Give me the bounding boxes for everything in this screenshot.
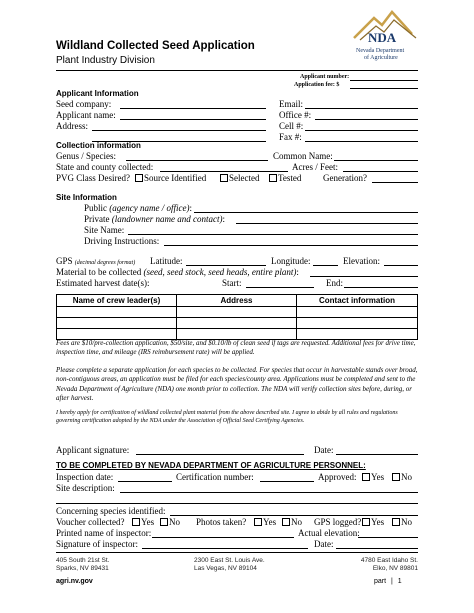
applicant-date-label: Date: xyxy=(314,445,334,455)
office-vegas-street: 2300 East St. Louis Ave. xyxy=(194,557,265,564)
applicant-info-heading: Applicant Information xyxy=(56,89,139,98)
inspector-signature-field[interactable] xyxy=(142,548,308,549)
table-row xyxy=(57,307,418,318)
start-field[interactable] xyxy=(246,287,314,288)
office-phone-label: Office #: xyxy=(279,110,312,120)
approved-no-checkbox[interactable] xyxy=(392,473,400,481)
table-row xyxy=(57,318,418,329)
footer-office-las-vegas xyxy=(194,557,265,572)
instructions-note: Please complete a separate application for each species to be collected. For species that occur in harvestable stands over broad, non-contiguous areas, an application must be filed for each species/county area. Applications must be completed and sent to the Nevada Department of Agriculture (NDA) one month prior to collection. The NDA will verify collection sites before, during, or after harvest. xyxy=(56,366,418,403)
seed-company-field[interactable] xyxy=(120,108,266,109)
inspector-date-label: Date: xyxy=(314,539,334,549)
cell-phone-field[interactable] xyxy=(305,130,418,131)
inspector-date-field[interactable] xyxy=(336,548,418,549)
acres-feet-field[interactable] xyxy=(343,171,418,172)
fees-note: Fees are $10/pre-collection application, $50/site, and $0.10/lb of clean seed if tags are requested. Additional fees for drive time, inspection time, and mileage (IRS reimbursement rate) will be applied. xyxy=(56,339,416,357)
crew-contact-header: Contact information xyxy=(297,295,418,307)
genus-species-field[interactable] xyxy=(126,160,268,161)
tested-option[interactable] xyxy=(269,173,301,183)
gps-logged-label: GPS logged? xyxy=(314,517,362,527)
voucher-no-text: No xyxy=(169,517,180,527)
selected-text: Selected xyxy=(229,173,260,183)
photos-yes-option[interactable] xyxy=(254,517,276,527)
application-fee-label: Application fee: $ xyxy=(294,82,340,88)
email-field[interactable] xyxy=(305,108,418,109)
logo-line1: Nevada Department xyxy=(356,48,405,54)
nda-section-heading: TO BE COMPLETED BY NEVADA DEPARTMENT OF AGRICULTURE PERSONNEL: xyxy=(56,461,366,470)
crew-name-cell[interactable] xyxy=(57,329,177,340)
generation-label: Generation? xyxy=(323,173,367,183)
genus-species-label: Genus / Species: xyxy=(56,151,116,161)
site-description-field-2[interactable] xyxy=(56,503,418,504)
email-label: Email: xyxy=(279,99,303,109)
address-label: Address: xyxy=(56,121,88,131)
driving-instructions-field[interactable] xyxy=(164,245,418,246)
office-phone-field[interactable] xyxy=(315,119,418,120)
state-county-field[interactable] xyxy=(160,171,288,172)
inspector-signature-label: Signature of inspector: xyxy=(56,539,138,549)
gps-no-text: No xyxy=(401,517,412,527)
actual-elevation-field[interactable] xyxy=(358,537,418,538)
source-identified-checkbox[interactable] xyxy=(135,174,143,182)
footer-office-sparks xyxy=(56,557,109,572)
crew-contact-cell[interactable] xyxy=(297,307,418,318)
harvest-dates-label: Estimated harvest date(s): xyxy=(56,278,150,288)
applicant-number-label: Applicant number: xyxy=(300,74,350,80)
photos-yes-text: Yes xyxy=(263,517,277,527)
applicant-signature-label: Applicant signature: xyxy=(56,445,130,455)
address-field-1[interactable] xyxy=(92,130,266,131)
page-label: part xyxy=(374,578,387,585)
public-note: (agency name / office) xyxy=(109,203,190,213)
collection-info-heading: Collection information xyxy=(56,141,141,150)
source-identified-option[interactable] xyxy=(135,173,206,183)
crew-address-cell[interactable] xyxy=(177,318,297,329)
end-field[interactable] xyxy=(344,287,418,288)
printed-name-label: Printed name of inspector: xyxy=(56,528,152,538)
elevation-field[interactable] xyxy=(384,265,418,266)
header-rule xyxy=(56,70,418,71)
private-label: Private (landowner name and contact): xyxy=(84,214,225,224)
generation-field[interactable] xyxy=(372,182,418,183)
office-elko-city: Elko, NV 89801 xyxy=(372,565,418,572)
page-number: 1 xyxy=(397,578,402,585)
material-field[interactable] xyxy=(310,276,418,277)
gps-note: (decimal degrees format) xyxy=(74,260,136,266)
approved-label: Approved: xyxy=(318,472,357,482)
gps-row xyxy=(56,256,135,266)
site-name-label: Site Name: xyxy=(84,225,125,235)
site-description-field-1[interactable] xyxy=(120,492,418,493)
logo-line2: of Agriculture xyxy=(364,55,398,61)
office-vegas-city: Las Vegas, NV 89104 xyxy=(194,565,257,572)
inspection-date-label: Inspection date: xyxy=(56,472,114,482)
fax-label: Fax #: xyxy=(279,132,302,142)
crew-address-header: Address xyxy=(177,295,297,307)
concerning-species-label: Concerning species identified: xyxy=(56,506,166,516)
common-name-field[interactable] xyxy=(334,160,418,161)
logo-acronym: NDA xyxy=(368,30,397,45)
applicant-number-field[interactable] xyxy=(350,80,418,81)
photos-no-text: No xyxy=(291,517,302,527)
table-row xyxy=(57,329,418,340)
voucher-no-checkbox[interactable] xyxy=(160,518,168,526)
approved-yes-option[interactable] xyxy=(362,472,384,482)
concerning-species-field[interactable] xyxy=(170,515,418,516)
gps-no-checkbox[interactable] xyxy=(392,518,400,526)
footer-office-elko xyxy=(357,557,418,572)
photos-no-option[interactable] xyxy=(282,517,302,527)
gps-yes-checkbox[interactable] xyxy=(362,518,370,526)
voucher-no-option[interactable] xyxy=(160,517,180,527)
inspection-date-field[interactable] xyxy=(118,481,172,482)
page-subtitle: Plant Industry Division xyxy=(56,55,155,66)
end-label: End: xyxy=(326,278,343,288)
photos-label: Photos taken? xyxy=(196,517,247,527)
public-text: Public xyxy=(84,203,108,213)
latitude-field[interactable] xyxy=(186,265,266,266)
photos-no-checkbox[interactable] xyxy=(282,518,290,526)
footer-rule xyxy=(56,552,418,553)
crew-contact-cell[interactable] xyxy=(297,318,418,329)
voucher-yes-checkbox[interactable] xyxy=(132,518,140,526)
printed-name-field[interactable] xyxy=(152,537,294,538)
application-fee-field[interactable] xyxy=(350,88,418,89)
approved-no-option[interactable] xyxy=(392,472,412,482)
private-field[interactable] xyxy=(236,223,418,224)
fax-field[interactable] xyxy=(305,141,418,142)
page-title: Wildland Collected Seed Application xyxy=(56,40,255,52)
crew-table xyxy=(56,294,418,340)
cell-phone-label: Cell #: xyxy=(279,121,304,131)
approved-yes-checkbox[interactable] xyxy=(362,473,370,481)
crew-contact-cell[interactable] xyxy=(297,329,418,340)
applicant-signature-field[interactable] xyxy=(136,454,304,455)
acres-feet-label: Acres / Feet: xyxy=(292,162,338,172)
material-note: (seed, seed stock, seed heads, entire plant) xyxy=(143,267,297,277)
driving-instructions-label: Driving Instructions: xyxy=(84,236,160,246)
page-indicator: part | 1 xyxy=(374,578,402,585)
applicant-name-field[interactable] xyxy=(120,119,266,120)
voucher-yes-text: Yes xyxy=(141,517,155,527)
longitude-label: Longitude: xyxy=(271,256,311,266)
office-sparks-city: Sparks, NV 89431 xyxy=(56,565,109,572)
voucher-yes-option[interactable] xyxy=(132,517,154,527)
public-label: Public (agency name / office): xyxy=(84,203,192,213)
crew-name-cell[interactable] xyxy=(57,318,177,329)
source-identified-text: Source Identified xyxy=(144,173,207,183)
photos-yes-checkbox[interactable] xyxy=(254,518,262,526)
voucher-label: Voucher collected? xyxy=(56,517,125,527)
office-sparks-street: 405 South 21st St. xyxy=(56,557,110,564)
applicant-date-field[interactable] xyxy=(336,454,418,455)
website-link[interactable]: agri.nv.gov xyxy=(56,578,93,585)
site-name-field[interactable] xyxy=(128,234,418,235)
certification-statement: I hereby apply for certification of wildland collected plant material from the above described site. I agree to abide by all rules and regulations governing certification adopted by the NDA under the Association of Official Seed Certifying Agencies. xyxy=(56,410,398,425)
tested-text: Tested xyxy=(278,173,302,183)
private-text: Private xyxy=(84,214,110,224)
office-elko-street: 4780 East Idaho St. xyxy=(360,557,418,564)
private-note: (landowner name and contact) xyxy=(111,214,223,224)
crew-address-cell[interactable] xyxy=(177,307,297,318)
site-description-label: Site description: xyxy=(56,483,115,493)
nda-logo xyxy=(352,8,422,68)
latitude-label: Latitude: xyxy=(150,256,183,266)
gps-label: GPS xyxy=(56,256,73,266)
selected-checkbox[interactable] xyxy=(220,174,228,182)
state-county-label: State and county collected: xyxy=(56,162,154,172)
crew-name-header: Name of crew leader(s) xyxy=(57,295,177,307)
gps-no-option[interactable] xyxy=(392,517,412,527)
approved-no-text: No xyxy=(401,472,412,482)
approved-yes-text: Yes xyxy=(371,472,385,482)
actual-elevation-label: Actual elevation: xyxy=(298,528,360,538)
start-label: Start: xyxy=(222,278,242,288)
common-name-label: Common Name: xyxy=(273,151,333,161)
gps-yes-text: Yes xyxy=(371,517,385,527)
material-text: Material to be collected xyxy=(56,267,142,277)
gps-yes-option[interactable] xyxy=(362,517,384,527)
selected-option[interactable] xyxy=(220,173,260,183)
crew-address-cell[interactable] xyxy=(177,329,297,340)
cert-number-field[interactable] xyxy=(260,481,314,482)
pvg-class-label: PVG Class Desired? xyxy=(56,173,130,183)
tested-checkbox[interactable] xyxy=(269,174,277,182)
site-info-heading: Site Information xyxy=(56,193,117,202)
public-field[interactable] xyxy=(194,212,418,213)
seed-company-label: Seed company: xyxy=(56,99,112,109)
longitude-field[interactable] xyxy=(313,265,338,266)
crew-name-cell[interactable] xyxy=(57,307,177,318)
material-label: Material to be collected (seed, seed stock, seed heads, entire plant): xyxy=(56,267,299,277)
cert-number-label: Certification number: xyxy=(176,472,254,482)
crew-table-header-row xyxy=(57,295,418,307)
elevation-label: Elevation: xyxy=(343,256,380,266)
applicant-name-label: Applicant name: xyxy=(56,110,116,120)
